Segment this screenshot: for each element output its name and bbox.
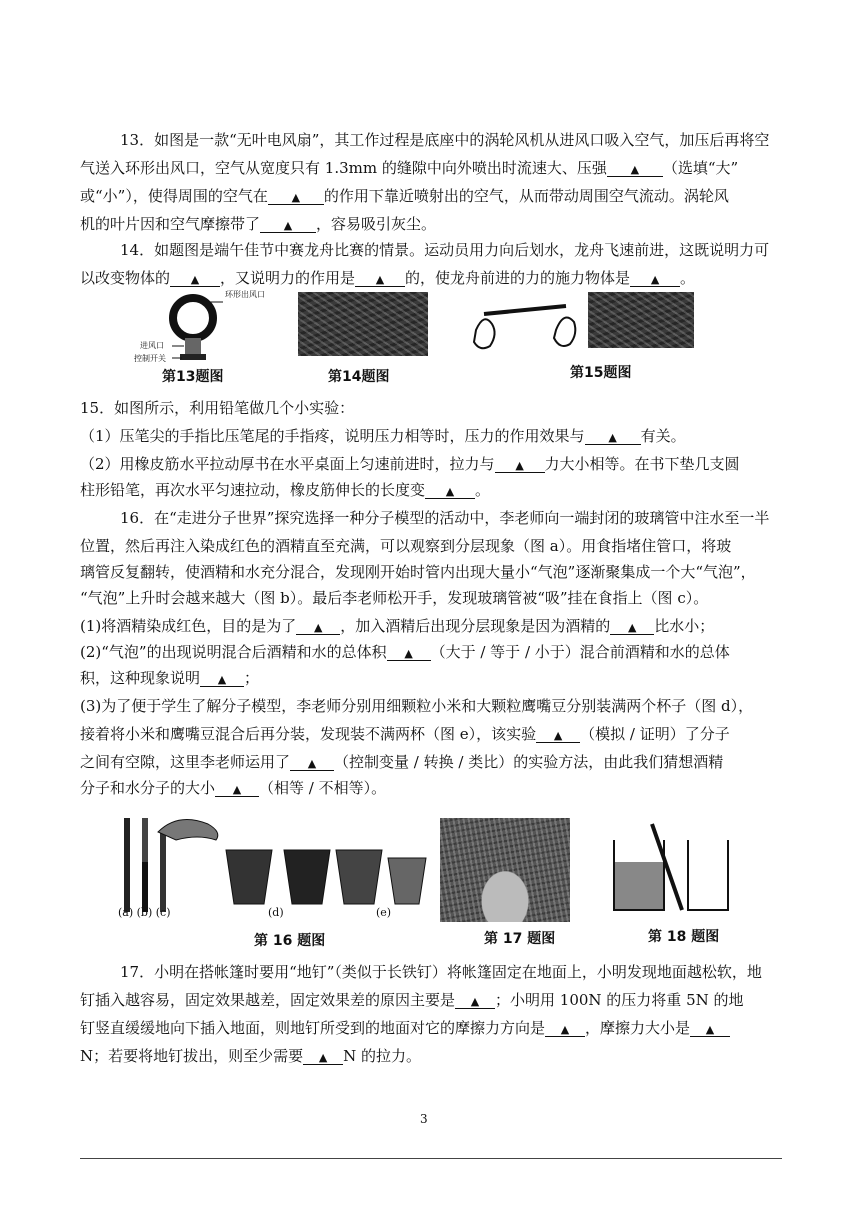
answer-blank[interactable]: ▲ (290, 752, 334, 771)
answer-blank[interactable]: ▲ (585, 426, 641, 445)
q13-line3: 或“小”），使得周围的空气在 ▲ 的作用下靠近喷射出的空气，从而带动周围空气流动。涡轮风 (80, 187, 729, 205)
q16-part3-cont2: 之间有空隙，这里李老师运用了 ▲ （控制变量 / 转换 / 类比）的实验方法，由此我们猜想酒精 (80, 753, 724, 771)
answer-blank[interactable]: ▲ (170, 268, 220, 287)
answer-blank[interactable]: ▲ (296, 616, 340, 635)
fig14-dragon-boat-photo (298, 292, 428, 356)
fig16-d-label: (d) (268, 906, 284, 919)
q16-line4: “气泡”上升时会越来越大（图 b）。最后李老师松开手，发现玻璃管被“吸”挂在食指上（图 c）。 (80, 589, 709, 607)
q16-part1: (1)将酒精染成红色，目的是为了 ▲ ，加入酒精后出现分层现象是因为酒精的 ▲ 比水小； (80, 617, 715, 635)
fig18-caption: 第 18 题图 (648, 929, 720, 945)
q16-part3-cont3: 分子和水分子的大小 ▲ （相等 / 不相等）。 (80, 779, 387, 797)
q17-line4: N；若要将地钉拔出，则至少需要 ▲ N 的拉力。 (80, 1047, 422, 1065)
fig15-hands-pencil-image (470, 300, 582, 356)
fig13-fan-image (168, 292, 248, 364)
q16-part3-cont1: 接着将小米和鹰嘴豆混合后再分装，发现装不满两杯（图 e），该实验 ▲ （模拟 / 证明）了分子 (80, 725, 730, 743)
answer-blank[interactable]: ▲ (545, 1018, 585, 1037)
q15-line3: （2）用橡皮筋水平拉动厚书在水平桌面上匀速前进时，拉力与 ▲ 力大小相等。在书下垫几支圆 (80, 455, 740, 473)
q13-line1: 13．如图是一款“无叶电风扇”，其工作过程是底座中的涡轮风机从进风口吸入空气，加压后再将空 (120, 131, 770, 149)
answer-blank[interactable]: ▲ (260, 214, 316, 233)
fig16-abc-labels: (a) (b) (c) (118, 906, 171, 919)
q14-line2: 以改变物体的 ▲ ，又说明力的作用是 ▲ 的，使龙舟前进的力的施力物体是 ▲ 。 (80, 269, 696, 287)
fig17-caption: 第 17 题图 (484, 931, 556, 947)
footer-rule (80, 1158, 782, 1159)
answer-blank[interactable]: ▲ (630, 268, 680, 287)
answer-blank[interactable]: ▲ (268, 186, 324, 205)
fig16-caption: 第 16 题图 (254, 933, 326, 949)
answer-blank[interactable]: ▲ (215, 778, 259, 797)
fig15-book-pencil-photo (588, 292, 694, 348)
answer-blank[interactable]: ▲ (690, 1018, 730, 1037)
fig18-beakers-image (604, 822, 734, 918)
answer-blank[interactable]: ▲ (495, 454, 545, 473)
q13-line2: 气送入环形出风口，空气从宽度只有 1.3mm 的缝隙中向外喷出时流速大、压强 ▲ （选填“大” (80, 159, 739, 177)
q16-line2: 位置，然后再注入染成红色的酒精直至充满，可以观察到分层现象（图 a）。用食指堵住管口，将玻 (80, 537, 732, 555)
q16-line3: 璃管反复翻转，使酒精和水充分混合，发现刚开始时管内出现大量小“气泡”逐渐聚集成一个大“气泡”， (80, 563, 756, 581)
answer-blank[interactable]: ▲ (387, 642, 431, 661)
fig17-tent-photo (440, 818, 570, 922)
page-number: 3 (420, 1112, 428, 1126)
answer-blank[interactable]: ▲ (355, 268, 405, 287)
fig13-caption: 第13题图 (162, 369, 224, 385)
q14-line1: 14．如题图是端午佳节中赛龙舟比赛的情景。运动员用力向后划水，龙舟飞速前进，这既说明力可 (120, 241, 770, 259)
q17-line1: 17．小明在搭帐篷时要用“地钉”（类似于长铁钉）将帐篷固定在地面上，小明发现地面越松软，地 (120, 963, 762, 981)
q16-part2-cont: 积，这种现象说明 ▲ ； (80, 669, 260, 687)
fig15-caption: 第15题图 (570, 365, 632, 381)
q15-line4: 柱形铅笔，再次水平匀速拉动，橡皮筋伸长的长度变 ▲ 。 (80, 481, 491, 499)
fig13-label-inlet: 进风口 (140, 341, 164, 350)
fig16-e-label: (e) (376, 906, 392, 919)
answer-blank[interactable]: ▲ (200, 668, 244, 687)
answer-blank[interactable]: ▲ (610, 616, 654, 635)
q17-line3: 钉竖直缓缓地向下插入地面，则地钉所受到的地面对它的摩擦力方向是 ▲ ，摩擦力大小是 ▲ (80, 1018, 730, 1038)
fig14-caption: 第14题图 (328, 369, 390, 385)
fig13-label-ring: 环形出风口 (225, 290, 265, 299)
answer-blank[interactable]: ▲ (607, 158, 663, 177)
q15-line2: （1）压笔尖的手指比压笔尾的手指疼，说明压力相等时，压力的作用效果与 ▲ 有关。 (80, 427, 686, 445)
fig16-tubes-cups-image (118, 812, 428, 920)
fig13-label-switch: 控制开关 (134, 354, 166, 363)
q17-line2: 钉插入越容易，固定效果越差，固定效果差的原因主要是 ▲ ；小明用 100N 的压力将重 5N 的地 (80, 991, 744, 1009)
answer-blank[interactable]: ▲ (303, 1046, 343, 1065)
answer-blank[interactable]: ▲ (536, 724, 580, 743)
q16-line1: 16．在“走进分子世界”探究选择一种分子模型的活动中，李老师向一端封闭的玻璃管中注水至一半 (120, 509, 770, 527)
q16-part2: (2)“气泡”的出现说明混合后酒精和水的总体积 ▲ （大于 / 等于 / 小于）混合前酒精和水的总体 (80, 643, 730, 661)
q13-line4: 机的叶片因和空气摩擦带了 ▲ ，容易吸引灰尘。 (80, 215, 437, 233)
answer-blank[interactable]: ▲ (455, 990, 495, 1009)
q15-line1: 15．如图所示，利用铅笔做几个小实验： (80, 399, 355, 417)
answer-blank[interactable]: ▲ (425, 480, 475, 499)
q16-part3: (3)为了便于学生了解分子模型，李老师分别用细颗粒小米和大颗粒鹰嘴豆分别装满两个杯子（图 d）， (80, 697, 754, 715)
